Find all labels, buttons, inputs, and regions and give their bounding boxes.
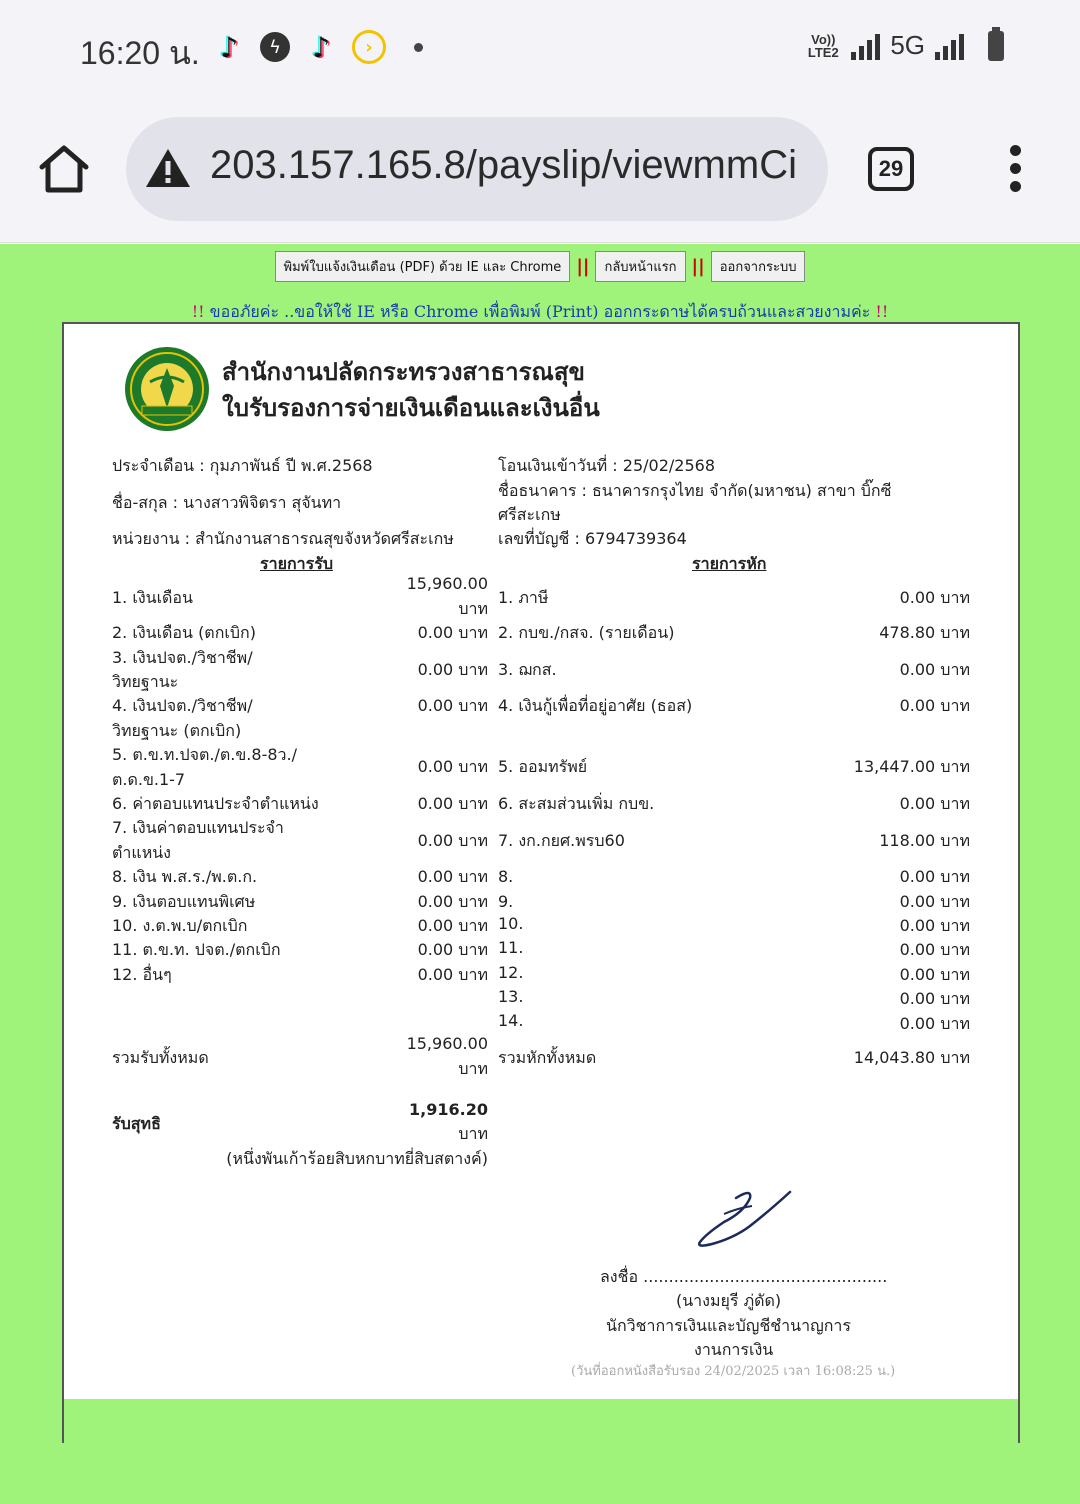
- volte-indicator: Vo)) LTE2: [807, 31, 839, 60]
- account-number: เลขที่บัญชี : 6794739364: [498, 529, 687, 548]
- deduction-value: 13,447.00 บาท: [853, 757, 970, 776]
- net-label: รับสุทธิ: [112, 1114, 161, 1133]
- address-bar[interactable]: [126, 117, 828, 221]
- income-total-value: 15,960.00: [406, 1034, 488, 1053]
- employee-unit: หน่วยงาน : สำนักงานสาธารณสุขจังหวัดศรีสะเกษ: [112, 529, 454, 548]
- income-value-unit: บาท: [458, 599, 488, 618]
- page-content: [0, 244, 1080, 1504]
- income-value: 0.00 บาท: [417, 660, 488, 679]
- deduction-value: 0.00 บาท: [899, 660, 970, 679]
- system-icons: [805, 30, 1004, 61]
- deduction-value: 118.00 บาท: [879, 831, 970, 850]
- warning-marks: !!: [191, 302, 205, 321]
- home-page-button[interactable]: กลับหน้าแรก: [595, 251, 685, 282]
- deduction-value: 0.00 บาท: [899, 794, 970, 813]
- battery-icon: [988, 31, 1004, 61]
- messenger-icon: ϟ: [260, 32, 290, 62]
- employee-name: ชื่อ-สกุล : นางสาวพิจิตรา สุจันทา: [112, 493, 342, 512]
- deduction-label: 8.: [498, 867, 514, 886]
- transfer-date: โอนเงินเข้าวันที่ : 25/02/2568: [498, 456, 715, 475]
- pay-month: ประจำเดือน : กุมภาพันธ์ ปี พ.ศ.2568: [112, 456, 373, 475]
- income-value: 15,960.00: [406, 574, 488, 593]
- income-label-cont: ต.ด.ข.1-7: [112, 770, 186, 789]
- deduction-value: 0.00 บาท: [899, 989, 970, 1008]
- signer-position: นักวิชาการเงินและบัญชีชำนาญการ: [606, 1316, 851, 1335]
- income-label: 1. เงินเดือน: [112, 588, 193, 607]
- play-badge-icon: ›: [352, 30, 386, 64]
- deduction-value: 478.80 บาท: [879, 623, 970, 642]
- browser-toolbar: [0, 95, 1080, 243]
- handwritten-signature: [694, 1186, 794, 1248]
- status-bar: [0, 0, 1080, 95]
- separator: ||: [691, 256, 705, 277]
- income-value: 0.00 บาท: [417, 867, 488, 886]
- deduction-value: 0.00 บาท: [899, 892, 970, 911]
- income-value: 0.00 บาท: [417, 696, 488, 715]
- bank-name: ชื่อธนาคาร : ธนาคารกรุงไทย จำกัด(มหาชน) สาขา บิ๊กซี: [498, 481, 892, 500]
- warning-text: ขออภัยค่ะ ..ขอให้ใช้ IE หรือ Chrome เพื่อพิมพ์ (Print) ออกกระดาษได้ครบถ้วนและสวยงามค่ะ: [209, 302, 871, 321]
- status-time: 16:20 น.: [80, 35, 200, 71]
- tiktok-icon: ♪: [312, 30, 330, 64]
- income-label: 7. เงินค่าตอบแทนประจำ: [112, 818, 284, 837]
- deduction-value: 0.00 บาท: [899, 588, 970, 607]
- bank-branch: ศรีสะเกษ: [498, 505, 561, 524]
- signature-line: ลงชื่อ ................................................: [600, 1267, 888, 1286]
- deduction-label: 9.: [498, 892, 514, 911]
- income-total-label: รวมรับทั้งหมด: [112, 1048, 209, 1067]
- income-label: 9. เงินตอบแทนพิเศษ: [112, 892, 256, 911]
- overflow-menu-icon[interactable]: [1010, 145, 1024, 193]
- income-label: 3. เงินปจต./วิชาชีพ/: [112, 648, 253, 667]
- income-total-unit: บาท: [458, 1059, 488, 1078]
- print-pdf-button[interactable]: พิมพ์ใบแจ้งเงินเดือน (PDF) ด้วย IE และ Chrome: [275, 251, 571, 282]
- action-buttons: [0, 251, 1080, 282]
- document-header: [222, 354, 600, 426]
- income-value: 0.00 บาท: [417, 916, 488, 935]
- deduction-label: 7. งก.กยศ.พรบ60: [498, 831, 625, 850]
- home-icon[interactable]: [38, 143, 90, 195]
- income-label: 8. เงิน พ.ส.ร./พ.ต.ก.: [112, 867, 258, 886]
- income-label-cont: วิทยฐานะ (ตกเบิก): [112, 721, 242, 740]
- deduction-label: 3. ฌกส.: [498, 660, 557, 679]
- income-label-cont: วิทยฐานะ: [112, 672, 179, 691]
- more-notifications-dot: [414, 43, 423, 52]
- net-amount-words: (หนึ่งพันเก้าร้อยสิบหกบาทยี่สิบสตางค์): [226, 1149, 488, 1168]
- net-amount: 1,916.20: [409, 1100, 488, 1119]
- income-value: 0.00 บาท: [417, 831, 488, 850]
- income-value: 0.00 บาท: [417, 965, 488, 984]
- signer-department: งานการเงิน: [694, 1340, 774, 1359]
- deduction-value: 0.00 บาท: [899, 867, 970, 886]
- tiktok-icon: ♪: [220, 30, 238, 64]
- url-text[interactable]: 203.157.165.8/payslip/viewmmCi: [210, 143, 797, 187]
- income-value: 0.00 บาท: [417, 892, 488, 911]
- org-name: สำนักงานปลัดกระทรวงสาธารณสุข: [222, 358, 585, 386]
- net-unit: บาท: [458, 1124, 488, 1143]
- income-label: 11. ต.ข.ท. ปจต./ตกเบิก: [112, 940, 281, 959]
- deduction-value: 0.00 บาท: [899, 940, 970, 959]
- document-footer: [64, 1399, 1018, 1443]
- income-label: 10. ง.ต.พ.บ/ตกเบิก: [112, 916, 248, 935]
- deduction-label: 11.: [498, 938, 524, 957]
- deduction-value: 0.00 บาท: [899, 916, 970, 935]
- deduction-label: 13.: [498, 987, 524, 1006]
- income-label: 5. ต.ข.ท.ปจต./ต.ข.8-8ว./: [112, 745, 297, 764]
- ministry-seal-logo: [124, 346, 210, 432]
- notification-icons: [212, 30, 423, 64]
- income-label: 6. ค่าตอบแทนประจำตำแหน่ง: [112, 794, 319, 813]
- warning-icon[interactable]: [144, 147, 192, 189]
- deduction-label: 14.: [498, 1011, 524, 1030]
- issue-timestamp: (วันที่ออกหนังสือรับรอง 24/02/2025 เวลา 16:08:25 น.): [571, 1364, 896, 1379]
- deduction-total-value: 14,043.80 บาท: [853, 1048, 970, 1067]
- deduction-value: 0.00 บาท: [899, 1014, 970, 1033]
- income-value: 0.00 บาท: [417, 623, 488, 642]
- separator: ||: [576, 256, 590, 277]
- payslip-document: [62, 322, 1020, 1443]
- network-type: 5G: [890, 30, 925, 60]
- deduction-heading: รายการหัก: [692, 554, 767, 573]
- deduction-value: 0.00 บาท: [899, 696, 970, 715]
- deduction-label: 6. สะสมส่วนเพิ่ม กบข.: [498, 794, 655, 813]
- tab-switcher-button[interactable]: 29: [868, 147, 914, 191]
- deduction-label: 10.: [498, 914, 524, 933]
- deduction-label: 4. เงินกู้เพื่อที่อยู่อาศัย (ธอส): [498, 696, 693, 715]
- signer-name: (นางมยุรี ภู่ดัด): [676, 1291, 782, 1310]
- income-value: 0.00 บาท: [417, 940, 488, 959]
- income-value: 0.00 บาท: [417, 757, 488, 776]
- signal-icon: [851, 32, 880, 60]
- deduction-value: 0.00 บาท: [899, 965, 970, 984]
- deduction-total-label: รวมหักทั้งหมด: [498, 1048, 597, 1067]
- warning-marks: !!: [875, 302, 889, 321]
- signal-icon-2: [935, 32, 964, 60]
- income-heading: รายการรับ: [260, 554, 333, 573]
- income-label: 4. เงินปจต./วิชาชีพ/: [112, 696, 253, 715]
- income-label-cont: ตำแหน่ง: [112, 843, 171, 862]
- income-label: 2. เงินเดือน (ตกเบิก): [112, 623, 256, 642]
- logout-button[interactable]: ออกจากระบบ: [711, 251, 806, 282]
- deduction-label: 2. กบข./กสจ. (รายเดือน): [498, 623, 675, 642]
- deduction-label: 1. ภาษี: [498, 588, 549, 607]
- deduction-label: 12.: [498, 963, 524, 982]
- document-title: ใบรับรองการจ่ายเงินเดือนและเงินอื่น: [222, 394, 600, 422]
- deduction-label: 5. ออมทรัพย์: [498, 757, 588, 776]
- income-label: 12. อื่นๆ: [112, 965, 172, 984]
- income-value: 0.00 บาท: [417, 794, 488, 813]
